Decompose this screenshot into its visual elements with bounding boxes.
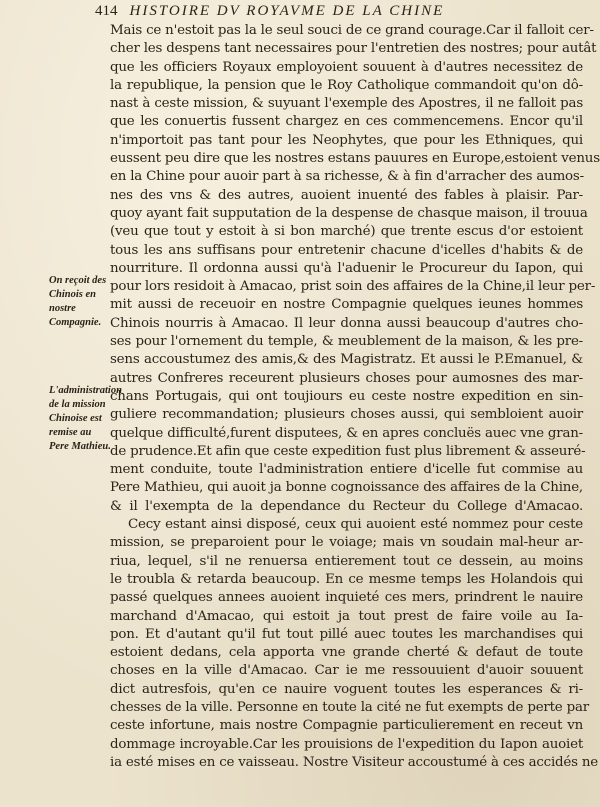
text-line: passé quelques annees auoient inquieté ces mers, prindrent le nauire: [110, 590, 583, 606]
text-line: que les conuertis fussent chargez en ces commencemens. Encor qu'il: [110, 114, 583, 130]
text-line: nast à ceste mission, & suyuant l'exemple des Apostres, il ne falloit pas: [110, 96, 583, 112]
text-line: quelque difficulté,furent disputees, & en apres concluës auec vne gran-: [110, 425, 583, 441]
text-line: chans Portugais, qui ont toujiours eu ceste nostre expedition en sin-: [110, 388, 583, 404]
text-line: mission, se preparoient pour le voiage; mais vn soudain mal-heur ar-: [110, 535, 583, 551]
text-line: & il l'exempta de la dependance du Recteur du College d'Amacao.: [110, 498, 583, 514]
margin-column: [49, 0, 122, 807]
text-line: pour lors residoit à Amacao, prist soin des affaires de la Chine,il leur per-: [110, 279, 596, 295]
text-line: Pere Mathieu, qui auoit ja bonne cognoissance des affaires de la Chine,: [110, 480, 583, 496]
running-title: HISTOIRE DV ROYAVME DE LA CHINE: [129, 3, 445, 19]
text-line: eussent peu dire que les nostres estans pauures en Europe,estoient venus: [110, 151, 600, 167]
text-line: le troubla & retarda beaucoup. En ce mesme temps les Holandois qui: [110, 571, 583, 587]
margin-note: On reçoit des Chinois en nostre Compagnie.: [49, 275, 107, 328]
text-line: ment conduite, toute l'administration entiere d'icelle fut commise au: [110, 462, 583, 478]
text-line: de prudence.Et afin que ceste expedition fust plus librement & asseuré-: [110, 443, 586, 459]
text-line: guliere recommandation; plusieurs choses aussi, qui sembloient auoir: [110, 407, 583, 423]
text-line: autres Confreres receurent plusieurs choses pour aumosnes des mar-: [110, 370, 583, 386]
text-line: choses en la ville d'Amacao. Car ie me ressouuient d'auoir souuent: [110, 663, 583, 679]
text-line: dict autresfois, qu'en ce nauire voguent toutes les esperances & ri-: [110, 681, 583, 697]
text-line: nourriture. Il ordonna aussi qu'à l'aduenir le Procureur du Iapon, qui: [110, 260, 583, 276]
text-line: cher les despens tant necessaires pour l'entretien des nostres; pour autât: [110, 41, 597, 57]
text-line: (veu que tout y estoit à si bon marché) que trente escus d'or estoient: [110, 224, 583, 240]
text-line: ia esté mises en ce vaisseau. Nostre Visiteur accoustumé à ces accidés ne: [110, 754, 599, 770]
text-line: ceste infortune, mais nostre Compagnie particulierement en receut vn: [110, 718, 583, 734]
text-line: Chinois nourris à Amacao. Il leur donna aussi beaucoup d'autres cho-: [110, 315, 583, 331]
text-line: mit aussi de receuoir en nostre Compagnie quelques ieunes hommes: [110, 297, 583, 313]
text-line: tous les ans suffisans pour entretenir chacune d'icelles d'habits & de: [110, 242, 583, 258]
text-line: Mais ce n'estoit pas la le seul souci de ce grand courage.Car il falloit cer-: [110, 23, 594, 38]
text-line: que les officiers Royaux employoient souuent à d'autres necessitez de: [110, 59, 583, 75]
text-line: marchand d'Amacao, qui estoit ja tout prest de faire voile au Ia-: [110, 608, 583, 624]
text-line: nes des vns & des autres, auoient inuenté des fables à plaisir. Par-: [110, 187, 583, 203]
text-line: quoy ayant fait supputation de la despense de chasque maison, il trouua: [110, 205, 588, 221]
text-line: sens accoustumez des amis,& des Magistratz. Et aussi le P.Emanuel, &: [110, 352, 583, 368]
text-line: ses pour l'ornement du temple, & meublement de la maison, & les pre-: [110, 334, 583, 350]
text-line: estoient dedans, cela apporta vne grande cherté & defaut de toute: [110, 645, 583, 661]
text-line: dommage incroyable.Car les prouisions de l'expedition du Iapon auoiet: [110, 736, 583, 752]
body-text: [110, 22, 600, 772]
text-line: pon. Et d'autant qu'il fut tout pillé auec toutes les marchandises qui: [110, 626, 583, 642]
text-line: riua, lequel, s'il ne renuersa entierement tout ce dessein, au moins: [110, 553, 583, 569]
margin-note: L'administration de la mission Chinoise est remise au Pere Mathieu.: [49, 385, 122, 452]
page-number: 414: [95, 3, 118, 19]
text-line: Cecy estant ainsi disposé, ceux qui auoient esté nommez pour ceste: [128, 517, 583, 533]
text-line: la republique, la pension que le Roy Catholique commandoit qu'on dô-: [110, 77, 583, 93]
text-line: en la Chine pour auoir part à sa richesse, & à fin d'arracher des aumos-: [110, 169, 584, 185]
text-line: n'importoit pas tant pour les Neophytes, que pour les Ethniques, qui: [110, 132, 583, 148]
text-line: chesses de la ville. Personne en toute la cité ne fut exempts de perte par: [110, 699, 589, 715]
